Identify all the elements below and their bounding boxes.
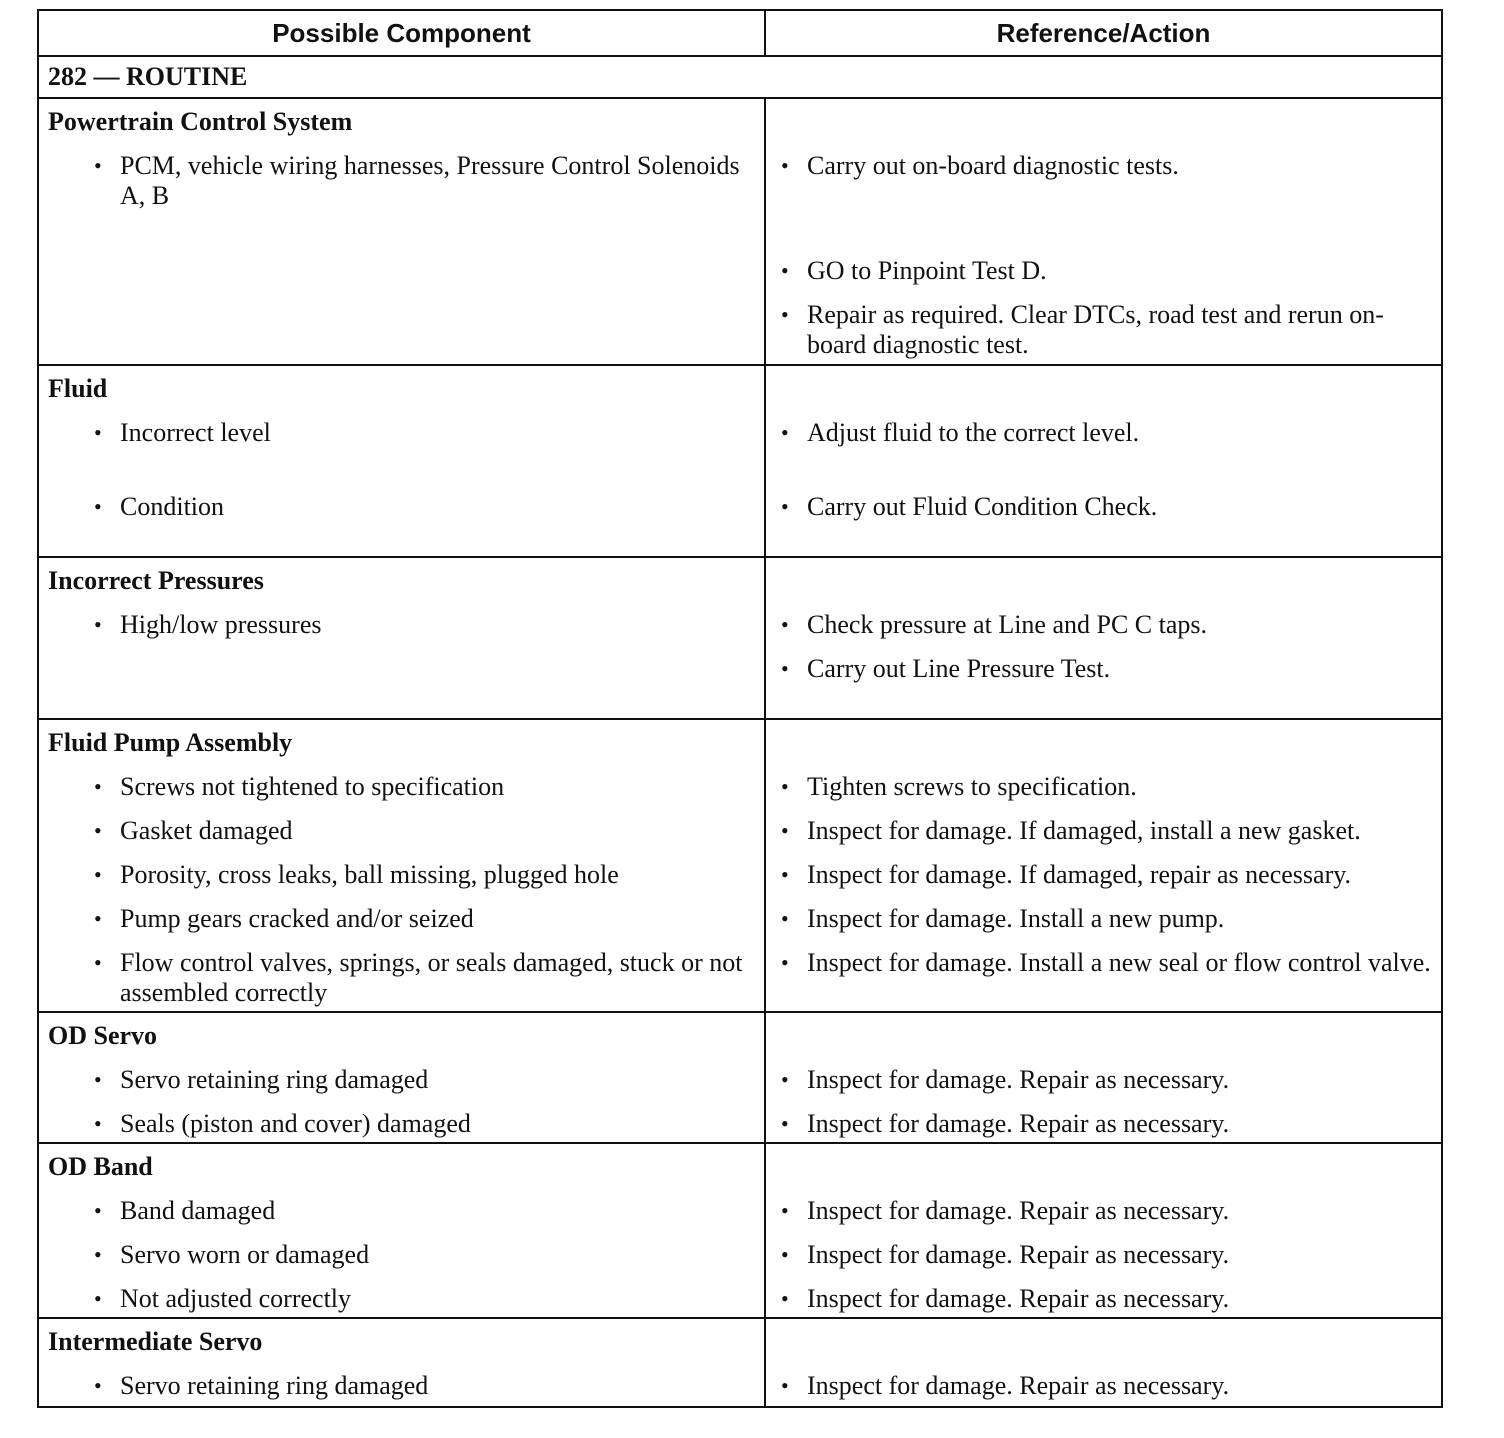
bullet-icon: • xyxy=(94,1373,102,1398)
action-text: Inspect for damage. Repair as necessary. xyxy=(807,1240,1230,1269)
bullet-icon: • xyxy=(781,302,789,327)
component-item xyxy=(94,418,754,448)
section-title: Fluid xyxy=(48,374,108,403)
component-item xyxy=(94,904,754,934)
section-row xyxy=(39,366,1441,558)
action-item xyxy=(781,1196,1431,1226)
action-item xyxy=(781,610,1431,640)
bullet-icon: • xyxy=(94,1286,102,1311)
bullet-icon: • xyxy=(781,494,789,519)
action-text: Repair as required. Clear DTCs, road test and rerun on-board diagnostic test. xyxy=(807,300,1384,359)
component-item xyxy=(94,1240,754,1270)
bullet-icon: • xyxy=(781,1373,789,1398)
diagnostic-table xyxy=(37,9,1443,1408)
section-row xyxy=(39,99,1441,366)
action-item xyxy=(781,1371,1431,1401)
column-divider xyxy=(764,1013,766,1142)
action-text: Inspect for damage. Install a new seal or flow control valve. xyxy=(807,948,1431,977)
action-text: Inspect for damage. Repair as necessary. xyxy=(807,1109,1230,1138)
bullet-icon: • xyxy=(781,774,789,799)
bullet-icon: • xyxy=(94,612,102,637)
bullet-icon: • xyxy=(781,1198,789,1223)
action-text: Adjust fluid to the correct level. xyxy=(807,418,1140,447)
component-item xyxy=(94,1196,754,1226)
component-item xyxy=(94,1371,754,1401)
section-title: Intermediate Servo xyxy=(48,1327,263,1356)
component-text: High/low pressures xyxy=(120,610,322,639)
bullet-icon: • xyxy=(781,1242,789,1267)
section-title: OD Servo xyxy=(48,1021,158,1050)
action-item xyxy=(781,772,1431,802)
code-row: 282 — ROUTINE xyxy=(39,57,1441,99)
bullet-icon: • xyxy=(781,1067,789,1092)
header-possible-component: Possible Component xyxy=(39,11,766,55)
action-text: GO to Pinpoint Test D. xyxy=(807,256,1047,285)
component-item xyxy=(94,948,754,1008)
bullet-icon: • xyxy=(94,818,102,843)
component-item xyxy=(94,610,754,640)
component-text: Servo retaining ring damaged xyxy=(120,1065,429,1094)
component-item xyxy=(94,492,754,522)
bullet-icon: • xyxy=(94,1198,102,1223)
column-divider xyxy=(764,558,766,718)
column-divider xyxy=(764,366,766,556)
component-item xyxy=(94,772,754,802)
bullet-icon: • xyxy=(781,906,789,931)
component-item xyxy=(94,1109,754,1139)
column-divider xyxy=(764,1144,766,1317)
action-item xyxy=(781,816,1431,846)
component-text: Servo worn or damaged xyxy=(120,1240,370,1269)
section-title: Fluid Pump Assembly xyxy=(48,728,293,757)
bullet-icon: • xyxy=(94,1067,102,1092)
component-text: Band damaged xyxy=(120,1196,276,1225)
column-divider xyxy=(764,99,766,364)
section-title: Powertrain Control System xyxy=(48,107,353,136)
action-text: Carry out on-board diagnostic tests. xyxy=(807,151,1179,180)
component-item xyxy=(94,1284,754,1314)
action-item xyxy=(781,904,1431,934)
action-item xyxy=(781,1240,1431,1270)
action-text: Inspect for damage. Repair as necessary. xyxy=(807,1065,1230,1094)
bullet-icon: • xyxy=(94,153,102,178)
component-text: PCM, vehicle wiring harnesses, Pressure Control Solenoids A, B xyxy=(120,151,740,210)
bullet-icon: • xyxy=(94,1242,102,1267)
bullet-icon: • xyxy=(94,494,102,519)
bullet-icon: • xyxy=(781,656,789,681)
action-item xyxy=(781,151,1431,181)
action-text: Inspect for damage. Repair as necessary. xyxy=(807,1371,1230,1400)
action-text: Carry out Line Pressure Test. xyxy=(807,654,1111,683)
bullet-icon: • xyxy=(781,862,789,887)
section-row xyxy=(39,1013,1441,1144)
action-text: Inspect for damage. Install a new pump. xyxy=(807,904,1225,933)
component-item xyxy=(94,860,754,890)
component-item xyxy=(94,1065,754,1095)
section-title: Incorrect Pressures xyxy=(48,566,264,595)
bullet-icon: • xyxy=(94,862,102,887)
component-text: Pump gears cracked and/or seized xyxy=(120,904,474,933)
action-text: Check pressure at Line and PC C taps. xyxy=(807,610,1208,639)
action-item xyxy=(781,1284,1431,1314)
sections xyxy=(39,99,1441,1406)
bullet-icon: • xyxy=(781,258,789,283)
component-text: Seals (piston and cover) damaged xyxy=(120,1109,471,1138)
component-text: Not adjusted correctly xyxy=(120,1284,352,1313)
component-text: Porosity, cross leaks, ball missing, plugged hole xyxy=(120,860,619,889)
action-item xyxy=(781,492,1431,522)
bullet-icon: • xyxy=(781,1111,789,1136)
action-text: Carry out Fluid Condition Check. xyxy=(807,492,1158,521)
column-divider xyxy=(764,720,766,1011)
action-item xyxy=(781,418,1431,448)
section-row xyxy=(39,558,1441,720)
action-item xyxy=(781,860,1431,890)
component-text: Gasket damaged xyxy=(120,816,293,845)
action-text: Tighten screws to specification. xyxy=(807,772,1137,801)
bullet-icon: • xyxy=(781,153,789,178)
section-row xyxy=(39,720,1441,1013)
action-item xyxy=(781,654,1431,684)
bullet-icon: • xyxy=(94,420,102,445)
section-row xyxy=(39,1144,1441,1319)
column-divider xyxy=(764,1319,766,1406)
bullet-icon: • xyxy=(94,1111,102,1136)
action-text: Inspect for damage. If damaged, repair as necessary. xyxy=(807,860,1352,889)
bullet-icon: • xyxy=(781,818,789,843)
action-text: Inspect for damage. Repair as necessary. xyxy=(807,1196,1230,1225)
bullet-icon: • xyxy=(781,420,789,445)
component-item xyxy=(94,816,754,846)
table-header xyxy=(39,11,1441,57)
header-reference-action: Reference/Action xyxy=(996,17,1211,48)
bullet-icon: • xyxy=(781,950,789,975)
component-item xyxy=(94,151,754,211)
action-text: Inspect for damage. If damaged, install a new gasket. xyxy=(807,816,1361,845)
component-text: Flow control valves, springs, or seals damaged, stuck or not assembled correctly xyxy=(120,948,743,1007)
bullet-icon: • xyxy=(781,1286,789,1311)
action-item xyxy=(781,1065,1431,1095)
action-item xyxy=(781,256,1431,286)
action-item xyxy=(781,300,1431,360)
component-text: Screws not tightened to specification xyxy=(120,772,505,801)
action-text: Inspect for damage. Repair as necessary. xyxy=(807,1284,1230,1313)
component-text: Servo retaining ring damaged xyxy=(120,1371,429,1400)
action-item xyxy=(781,1109,1431,1139)
bullet-icon: • xyxy=(94,774,102,799)
component-text: Condition xyxy=(120,492,225,521)
action-item xyxy=(781,948,1431,978)
section-row xyxy=(39,1319,1441,1406)
bullet-icon: • xyxy=(781,612,789,637)
component-text: Incorrect level xyxy=(120,418,271,447)
bullet-icon: • xyxy=(94,906,102,931)
bullet-icon: • xyxy=(94,950,102,975)
section-title: OD Band xyxy=(48,1152,153,1181)
